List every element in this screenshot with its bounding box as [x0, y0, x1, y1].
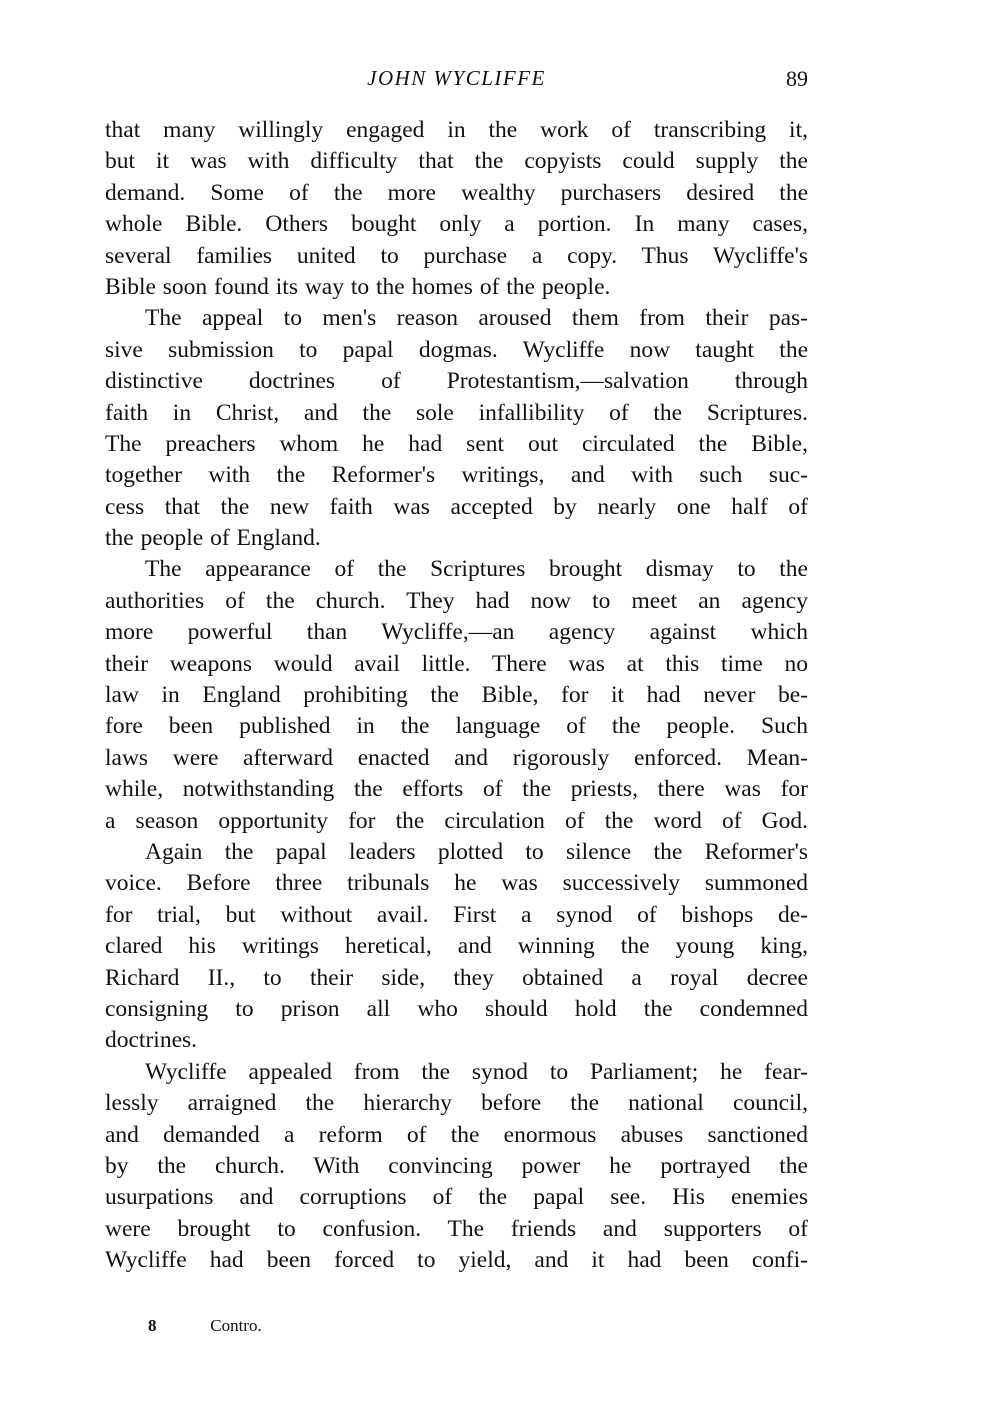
text-line: were brought to confusion. The friends and supporters of [105, 1215, 808, 1242]
text-line: Again the papal leaders plotted to silence the Reformer's [145, 838, 808, 865]
text-line: cess that the new faith was accepted by nearly one half of [105, 493, 808, 520]
text-line: that many willingly engaged in the work of transcribing it, [105, 117, 808, 143]
signature-number: 8 [148, 1316, 157, 1335]
text-line: demand. Some of the more wealthy purchasers desired the [105, 179, 808, 206]
text-line: several families united to purchase a copy. Thus Wycliffe's [105, 242, 808, 269]
text-line: The appeal to men's reason aroused them from their pas- [145, 305, 808, 332]
text-line: for trial, but without avail. First a synod of bishops de- [105, 901, 808, 928]
text-line: Bible soon found its way to the homes of the people. [105, 273, 611, 300]
text-line: usurpations and corruptions of the papal see. His enemies [105, 1184, 808, 1211]
text-line: Richard II., to their side, they obtained a royal decree [105, 964, 808, 991]
text-line: by the church. With convincing power he portrayed the [105, 1152, 808, 1179]
text-line: The preachers whom he had sent out circulated the Bible, [105, 430, 808, 457]
text-line: whole Bible. Others bought only a portion. In many cases, [105, 211, 808, 238]
text-line: laws were afterward enacted and rigorously enforced. Mean- [105, 744, 808, 771]
signature-label: Contro. [210, 1316, 262, 1335]
text-line: while, notwithstanding the efforts of the priests, there was for [105, 776, 808, 803]
text-line: and demanded a reform of the enormous abuses sanctioned [105, 1121, 808, 1148]
text-line: their weapons would avail little. There was at this time no [105, 650, 808, 677]
text-line: sive submission to papal dogmas. Wycliffe now taught the [105, 336, 808, 363]
text-line: Wycliffe had been forced to yield, and it had been confi- [105, 1247, 808, 1274]
text-line: clared his writings heretical, and winning the young king, [105, 933, 808, 960]
text-line: but it was with difficulty that the copyists could supply the [105, 148, 808, 175]
text-line: the people of England. [105, 525, 321, 552]
text-line: fore been published in the language of the people. Such [105, 713, 808, 740]
paragraph [105, 554, 808, 837]
paragraph [105, 115, 808, 303]
text-line: Wycliffe appealed from the synod to Parliament; he fear- [145, 1058, 808, 1085]
paragraph [105, 1057, 808, 1277]
text-line: a season opportunity for the circulation of the word of God. [105, 807, 808, 834]
text-line: authorities of the church. They had now to meet an agency [105, 587, 808, 614]
text-line: together with the Reformer's writings, and with such suc- [105, 462, 808, 489]
page-number: 89 [786, 66, 808, 91]
text-line: more powerful than Wycliffe,—an agency against which [105, 619, 808, 646]
paragraph [105, 303, 808, 554]
text-line: doctrines. [105, 1027, 198, 1054]
running-head [105, 66, 808, 96]
text-line: consigning to prison all who should hold the condemned [105, 995, 808, 1022]
body-text [105, 115, 808, 1276]
text-line: law in England prohibiting the Bible, for it had never be- [105, 682, 808, 709]
text-line: The appearance of the Scriptures brought dismay to the [145, 556, 808, 583]
text-line: voice. Before three tribunals he was successively summoned [105, 870, 808, 897]
running-title: JOHN WYCLIFFE [367, 66, 546, 90]
text-line: lessly arraigned the hierarchy before the national council, [105, 1090, 808, 1117]
paragraph [105, 837, 808, 1057]
signature-mark [148, 1316, 262, 1336]
text-line: faith in Christ, and the sole infallibility of the Scriptures. [105, 399, 808, 426]
text-line: distinctive doctrines of Protestantism,—salvation through [105, 368, 808, 395]
